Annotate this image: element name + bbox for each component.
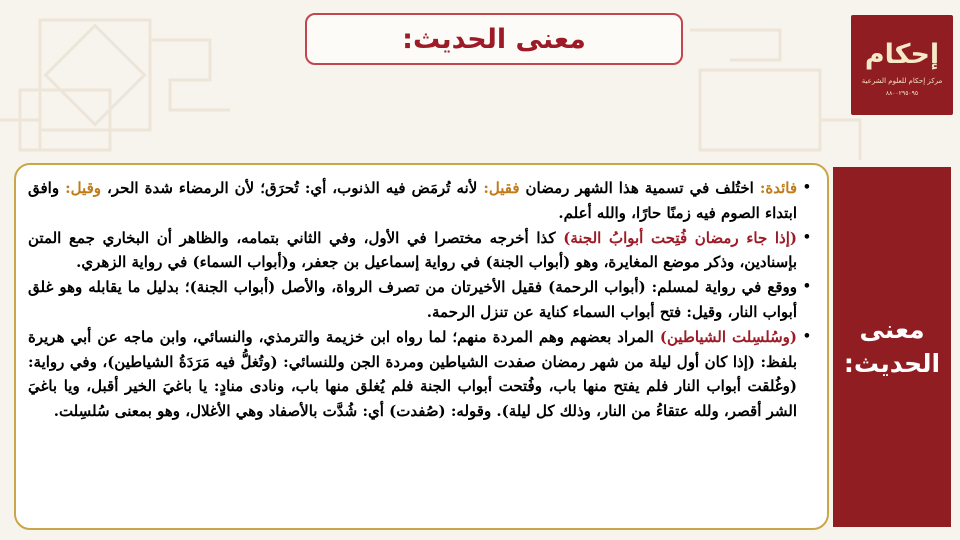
logo-name: إحكام xyxy=(864,39,940,70)
side-panel xyxy=(833,167,951,527)
brand-logo xyxy=(851,15,953,115)
page-title: معنى الحديث: xyxy=(402,23,586,55)
bullet-icon: • xyxy=(802,328,811,344)
paragraph xyxy=(28,226,811,276)
paragraph xyxy=(28,325,811,424)
paragraph xyxy=(28,275,811,325)
title-banner xyxy=(305,13,683,65)
text-segment: اختُلف في تسمية هذا الشهر رمضان xyxy=(519,179,760,197)
text-segment: لأنه تُرمَض فيه الذنوب، أي: تُحرَق؛ لأن الرمضاء شدة الحر، xyxy=(100,179,484,197)
logo-subtitle: مركز إحكام للعلوم الشرعية xyxy=(861,77,943,85)
side-panel-title: معنى الحديث: xyxy=(843,315,941,378)
bullet-icon: • xyxy=(802,279,811,295)
text-segment: (إذا جاء رمضان فُتِحت أبوابُ الجنة) xyxy=(563,228,797,247)
text-segment: وقيل: xyxy=(65,179,101,197)
text-segment: (وسُلسِلت الشياطين) xyxy=(659,327,797,346)
bullet-icon: • xyxy=(802,180,811,195)
paragraph xyxy=(28,176,811,226)
text-segment: وافق ابتداء الصوم فيه زمنًا حارًا، والله أعلم. xyxy=(28,179,797,222)
logo-phone: ٨٨٠٠٢٩٥٠٩٥ xyxy=(885,90,919,97)
text-segment: ووقع في رواية لمسلم: (أبواب الرحمة) فقيل الأخيرتان من تصرف الرواة، والأصل (أبواب الجنة)؛ بدليل ما يقابله وهو غلق أبواب النار، وقيل: فتح أبواب السماء كناية عن تنزل الرحمة. xyxy=(28,278,797,321)
text-segment: المراد بعضهم وهم المردة منهم؛ لما رواه ابن خزيمة والترمذي، والنسائي، وابن ماجه عن أبي هريرة بلفظ: (إذا كان أول ليلة من شهر رمضان صفدت الشياطين ومردة الجن وللنسائي: (وتُغلُّ فيه مَرَدَةُ الشياطين)، وفي رواية: (وغُلقت أبواب النار فلم يفتح منها باب، وفُتحت أبواب الجنة فلم يُغلق منها باب، ونادى منادٍ: يا باغيَ الخير أقبل، ويا باغيَ الشر أقصر، ولله عتقاءُ من النار، وذلك كل ليلة). وقوله: (صُفدت) أي: شُدَّت بالأصفاد وهي الأغلال، وهو بمعنى سُلسِلت. xyxy=(28,327,797,421)
text-segment: فائدة: xyxy=(759,179,797,197)
text-segment: فقيل: xyxy=(483,179,520,197)
text-segment: كذا أخرجه مختصرا في الأول، وفي الثاني بتمامه، والظاهر أن البخاري جمع المتن بإسنادين، وذكر موضع المغايرة، وهو (أبواب الجنة) في رواية إسماعيل بن جعفر، و(أبواب السماء) في رواية الزهري. xyxy=(28,228,797,272)
bullet-icon: • xyxy=(802,229,811,245)
content-text xyxy=(28,176,811,424)
